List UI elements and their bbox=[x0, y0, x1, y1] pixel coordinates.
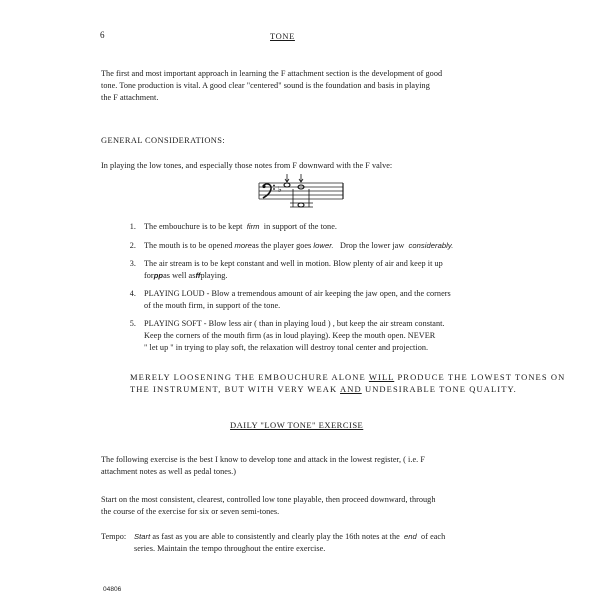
exercise-title: DAILY "LOW TONE" EXERCISE bbox=[230, 420, 364, 430]
item-4-line-1: PLAYING LOUD - Blow a tremendous amount of air keeping the jaw open, and the corners bbox=[144, 289, 451, 298]
flat-accidental: ♭ bbox=[278, 185, 282, 194]
tempo-line-1: Start as fast as you are able to consistently and clearly play the 16th notes at the end of each bbox=[134, 532, 446, 541]
exercise-intro-line-1: The following exercise is the best I know to develop tone and attack in the lowest register, ( i.e. F bbox=[101, 455, 425, 464]
item-2-text: The mouth is to be opened moreas the player goes lower. Drop the lower jaw considerably. bbox=[144, 241, 454, 250]
lead-in-text: In playing the low tones, and especially those notes from F downward with the F valve: bbox=[101, 161, 393, 170]
start-line-2: the course of the exercise for six or seven semi-tones. bbox=[101, 507, 280, 516]
catalog-code: 04806 bbox=[103, 586, 122, 593]
item-1-number: 1. bbox=[129, 222, 136, 231]
item-3-line-1: The air stream is to be kept constant and well in motion. Blow plenty of air and keep it up bbox=[144, 259, 443, 268]
intro-line-1: The first and most important approach in learning the F attachment section is the development of good bbox=[101, 69, 443, 78]
tempo-line-2: series. Maintain the tempo throughout the entire exercise. bbox=[134, 544, 326, 553]
note-arrows bbox=[285, 174, 303, 182]
page-number: 6 bbox=[100, 30, 105, 40]
item-5-number: 5. bbox=[129, 319, 136, 328]
item-1-text: The embouchure is to be kept firm in support of the tone. bbox=[144, 222, 337, 231]
intro-line-2: tone. Tone production is vital. A good clear "centered" sound is the foundation and basis in playing bbox=[101, 81, 430, 90]
item-5-line-3: " let up " in trying to play soft, the relaxation will destroy tonal center and projection. bbox=[144, 343, 429, 352]
exercise-intro-line-2: attachment notes as well as pedal tones.) bbox=[101, 467, 237, 476]
music-staff-example bbox=[257, 173, 347, 211]
page-title: TONE bbox=[270, 31, 295, 41]
item-4-number: 4. bbox=[129, 289, 136, 298]
warning-line-2: THE INSTRUMENT, BUT WITH VERY WEAK AND UNDESIRABLE TONE QUALITY. bbox=[130, 384, 517, 394]
intro-line-3: the F attachment. bbox=[101, 93, 159, 102]
item-3-number: 3. bbox=[129, 259, 136, 268]
item-2-number: 2. bbox=[129, 241, 136, 250]
item-3-line-2: forppas well asffplaying. bbox=[144, 271, 228, 280]
item-5-line-2: Keep the corners of the mouth firm (as in loud playing). Keep the mouth open. NEVER bbox=[144, 331, 436, 340]
start-line-1: Start on the most consistent, clearest, controlled low tone playable, then proceed downward, through bbox=[101, 495, 436, 504]
item-4-line-2: of the mouth firm, in support of the tone. bbox=[144, 301, 281, 310]
tempo-label: Tempo: bbox=[101, 532, 127, 541]
section-heading-general: GENERAL CONSIDERATIONS: bbox=[101, 136, 226, 145]
warning-line-1: MERELY LOOSENING THE EMBOUCHURE ALONE WILL PRODUCE THE LOWEST TONES ON bbox=[130, 372, 566, 382]
item-5-line-1: PLAYING SOFT - Blow less air ( than in playing loud ) , but keep the air stream constant. bbox=[144, 319, 445, 328]
